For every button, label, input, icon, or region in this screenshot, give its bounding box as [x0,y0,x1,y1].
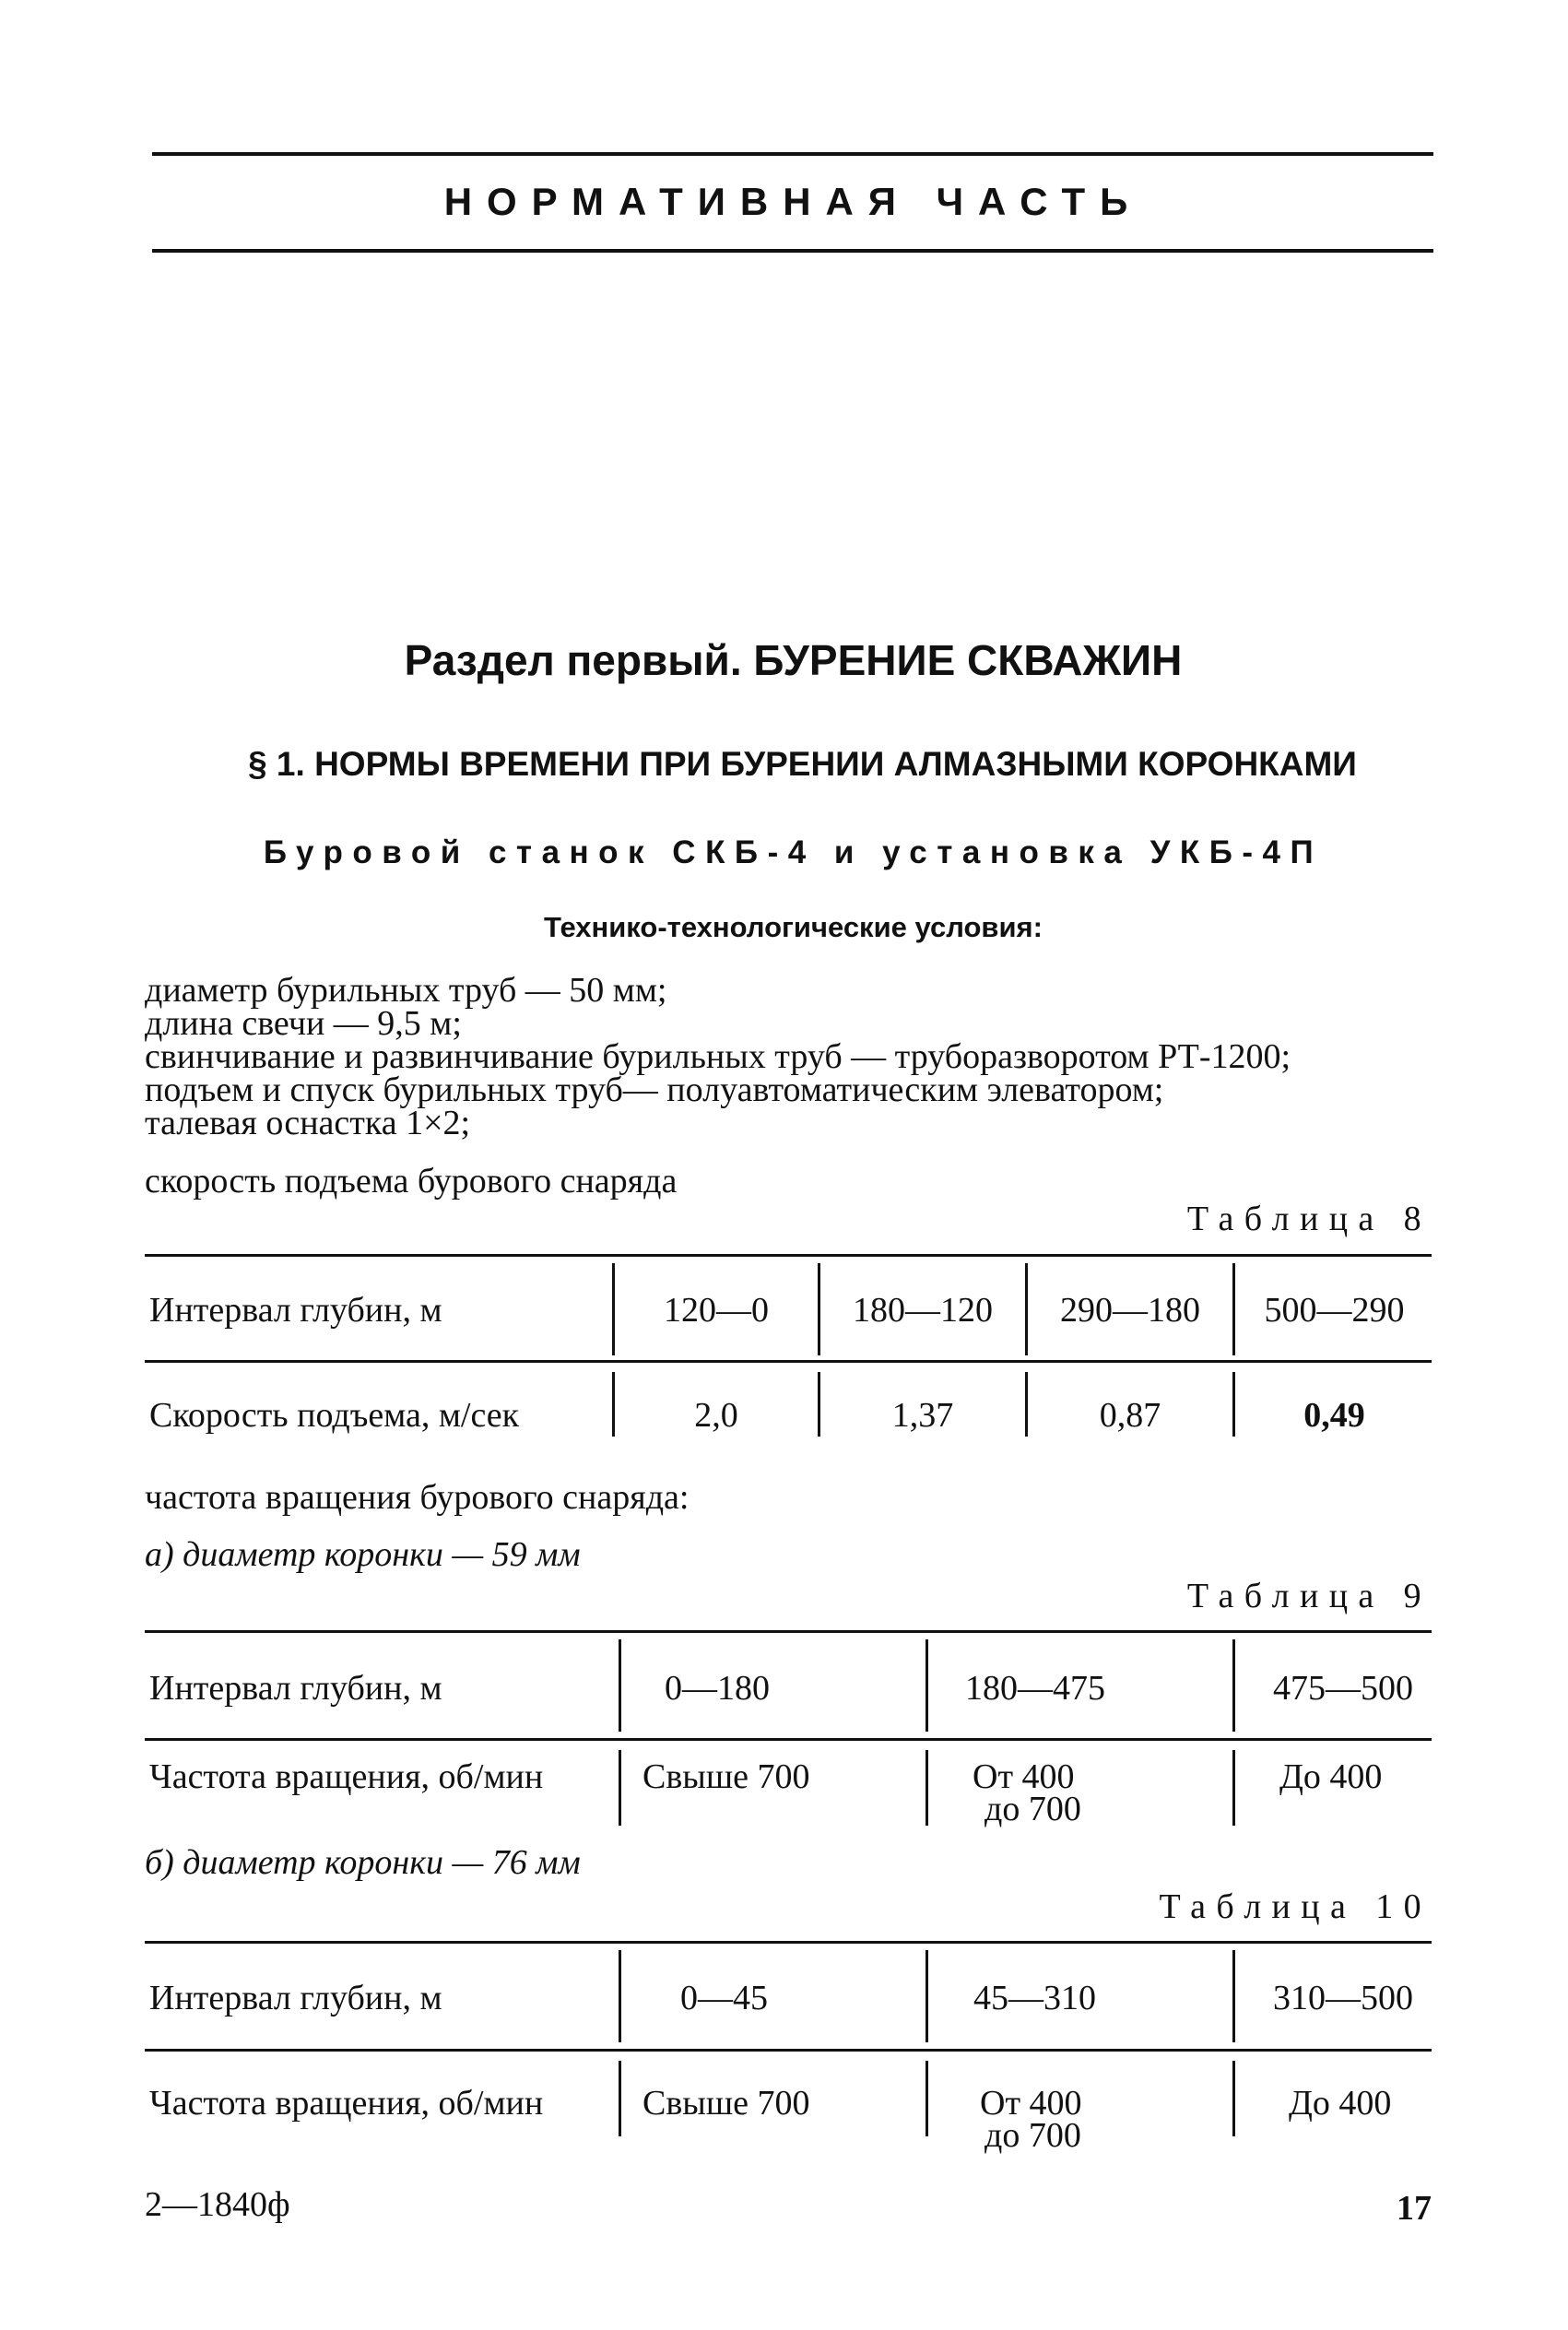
table8-cell: 180—120 [853,1291,993,1330]
table10-divider [925,2061,928,2136]
page-number: 17 [1397,2189,1432,2228]
condition-line: диаметр бурильных труб — 50 мм; [145,971,667,1010]
table8-row-header: Скорость подъема, м/сек [149,1396,520,1435]
equipment-subtitle: Буровой станок СКБ-4 и установка УКБ-4П [263,834,1324,870]
rotation-intro: частота вращения бурового снаряда: [145,1478,690,1517]
table9-mid-rule [145,1738,1432,1741]
case-a-label: а) диаметр коронки — 59 мм [145,1535,581,1574]
table9-cell: До 400 [1279,1757,1383,1796]
table8-label: Таблица 8 [1186,1200,1432,1238]
paragraph-title: § 1. НОРМЫ ВРЕМЕНИ ПРИ БУРЕНИИ АЛМАЗНЫМИ КОРОНКАМИ [248,745,1357,783]
table8-cell: 290—180 [1060,1291,1200,1330]
table8-cell: 500—290 [1264,1291,1405,1330]
table8-top-rule [145,1254,1432,1257]
section-title: Раздел первый. БУРЕНИЕ СКВАЖИН [404,636,1183,684]
table8-cell: 120—0 [664,1291,769,1330]
table9-row-header: Интервал глубин, м [149,1669,442,1708]
table9-divider [619,1750,621,1826]
table10-cell: От 400 [980,2084,1082,2123]
table9-cell: до 700 [984,1790,1081,1828]
table10-label: Таблица 10 [1159,1887,1432,1926]
table9-divider [619,1639,621,1732]
table8-cell: 1,37 [891,1396,954,1435]
table8-cell: 0,87 [1099,1396,1161,1435]
table10-cell: 45—310 [973,1979,1096,2017]
footer-code: 2—1840ф [145,2185,290,2224]
table10-divider [925,1950,928,2042]
table10-divider [1232,2061,1235,2136]
table10-divider [1232,1950,1235,2042]
table10-cell: 310—500 [1273,1979,1413,2017]
condition-line: длина свечи — 9,5 м; [145,1004,462,1043]
table8-mid-rule [145,1360,1432,1363]
table10-cell: 0—45 [680,1979,768,2017]
table9-cell: 180—475 [965,1669,1105,1708]
table9-top-rule [145,1630,1432,1633]
table9-cell: Свыше 700 [643,1757,810,1796]
condition-line: талевая оснастка 1×2; [145,1104,471,1142]
table10-cell: Свыше 700 [643,2084,810,2123]
table9-cell: 0—180 [665,1669,770,1708]
header-bottom-rule [152,249,1433,253]
table9-divider [925,1750,928,1826]
conditions-heading: Технико-технологические условия: [544,911,1043,943]
table10-top-rule [145,1941,1432,1944]
table8-cell: 0,49 [1303,1396,1365,1435]
table9-divider [1232,1750,1235,1826]
table9-divider [1232,1639,1235,1732]
table9-row-header: Частота вращения, об/мин [149,1757,544,1796]
header-top-rule [152,152,1433,156]
table9-label: Таблица 9 [1186,1577,1432,1615]
table9-cell: 475—500 [1273,1669,1413,1708]
table10-divider [619,2061,621,2136]
table10-cell: До 400 [1289,2084,1392,2123]
speed-intro: скорость подъема бурового снаряда [145,1162,678,1200]
table8-row-header: Интервал глубин, м [149,1291,442,1330]
table10-divider [619,1950,621,2042]
page-header-title: НОРМАТИВНАЯ ЧАСТЬ [443,180,1143,223]
table9-divider [925,1639,928,1732]
conditions-list [145,971,1291,1142]
table9-cell: От 400 [973,1757,1075,1796]
table10-row-header: Частота вращения, об/мин [149,2084,544,2123]
table10-cell: до 700 [984,2116,1081,2155]
condition-line: подъем и спуск бурильных труб— полуавтоматическим элеватором; [145,1070,1164,1109]
case-b-label: б) диаметр коронки — 76 мм [145,1843,581,1882]
table10-mid-rule [145,2049,1432,2052]
table10-row-header: Интервал глубин, м [149,1979,442,2017]
table8-cell: 2,0 [694,1396,738,1435]
condition-line: свинчивание и развинчивание бурильных труб — труборазворотом РТ-1200; [145,1037,1291,1076]
